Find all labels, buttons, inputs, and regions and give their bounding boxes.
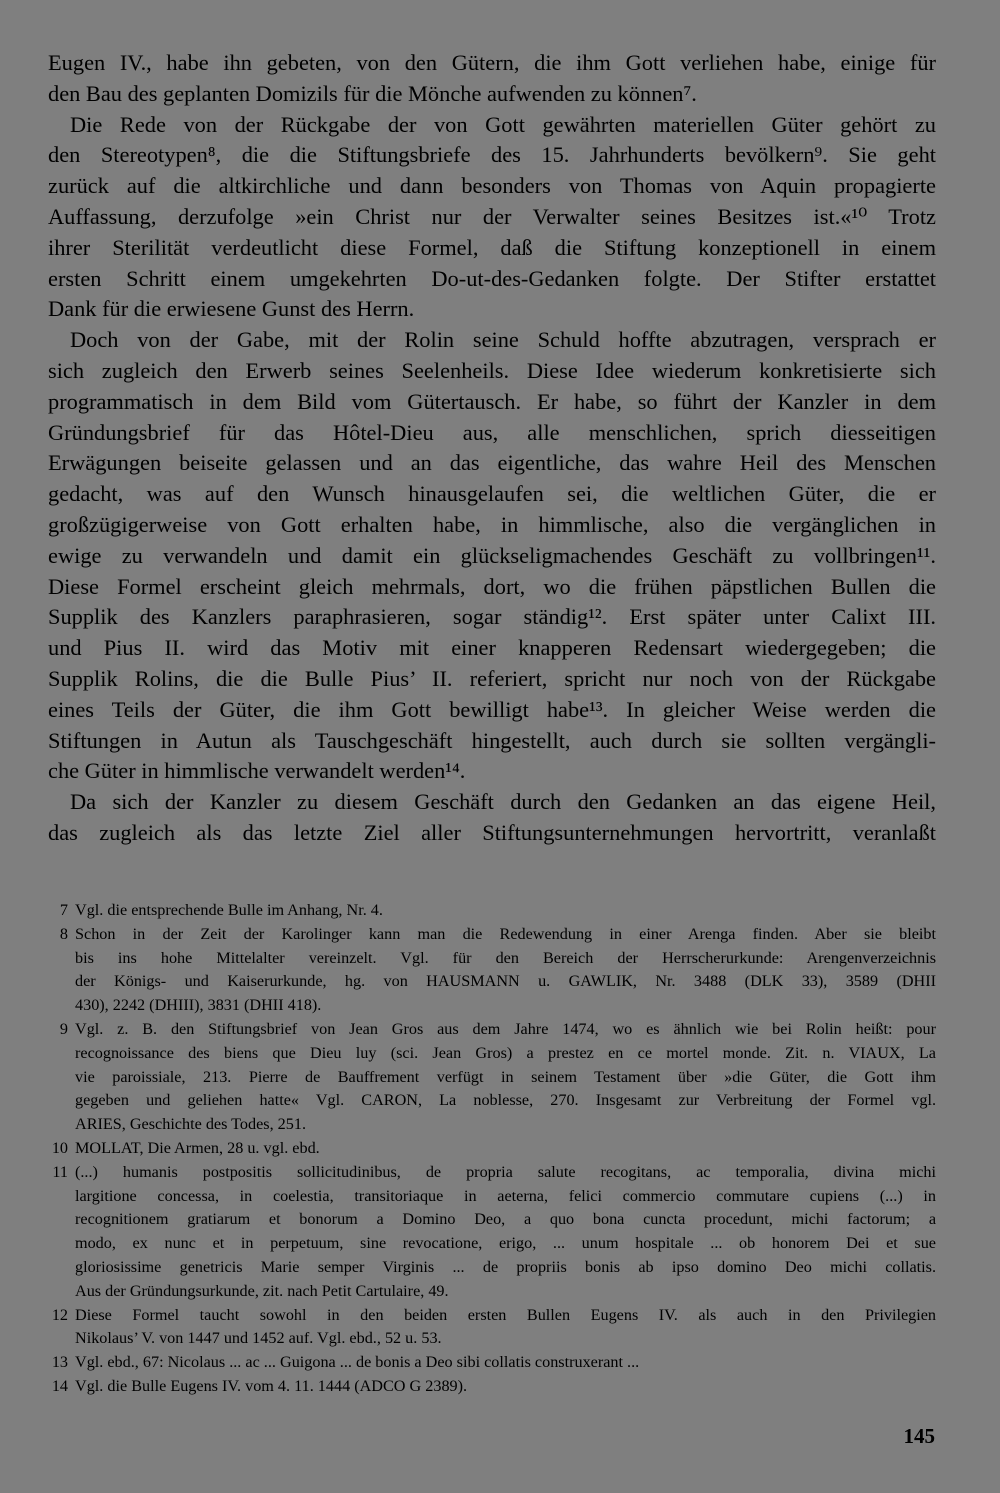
footnote-number: 14	[51, 1376, 68, 1395]
footnote	[48, 1304, 936, 1352]
body-text-line: ersten Schritt einem umgekehrten Do-ut-des-Gedanken folgte. Der Stifter erstattet	[48, 265, 936, 291]
footnote-text	[75, 1018, 936, 1137]
body-text-line: ihrer Sterilität verdeutlicht diese Formel, daß die Stiftung konzeptionell in einem	[48, 234, 936, 260]
footnote-number: 12	[51, 1305, 68, 1324]
footnote-line: der Königs- und Kaiserurkunde, hg. von HAUSMANN u. GAWLIK, Nr. 3488 (DLK 33), 3589 (DHII	[75, 972, 936, 991]
footnote-line: MOLLAT, Die Armen, 28 u. vgl. ebd.	[75, 1138, 320, 1157]
body-text-line: Supplik Rolins, die die Bulle Pius’ II. referiert, spricht nur noch von der Rückgabe	[48, 665, 936, 691]
footnote-text	[75, 1161, 936, 1304]
footnote-line: vie paroissiale, 213. Pierre de Bauffrement verfügt in seinem Testament über »die Güter, die Gott ihm	[75, 1067, 936, 1086]
body-text-line: Doch von der Gabe, mit der Rolin seine Schuld hoffte abzutragen, versprach er	[70, 327, 936, 353]
footnote	[48, 923, 936, 1018]
footnote-line: Vgl. die Bulle Eugens IV. vom 4. 11. 1444 (ADCO G 2389).	[75, 1376, 468, 1395]
body-text-line: che Güter in himmlische verwandelt werden¹⁴.	[48, 758, 466, 784]
body-text-line: das zugleich als das letzte Ziel aller Stiftungsunternehmungen hervortritt, veranlaßt	[48, 819, 936, 845]
footnote	[48, 1351, 936, 1375]
body-text-line: Supplik des Kanzlers paraphrasieren, sogar ständig¹². Erst später unter Calixt III.	[48, 604, 936, 630]
body-text-line: zurück auf die altkirchliche und dann besonders von Thomas von Aquin propagierte	[48, 173, 936, 199]
footnote-number: 10	[51, 1138, 68, 1157]
body-text-line: großzügigerweise von Gott erhalten habe, in himmlische, also die vergänglichen in	[48, 511, 936, 537]
footnote-number: 13	[51, 1353, 68, 1372]
footnote-text	[75, 899, 936, 923]
body-text-line: Erwägungen beiseite gelassen und an das eigentliche, das wahre Heil des Menschen	[48, 450, 936, 476]
footnote-number: 11	[52, 1162, 68, 1181]
footnote	[48, 899, 936, 923]
body-text-line: den Stereotypen⁸, die die Stiftungsbriefe des 15. Jahrhunderts bevölkern⁹. Sie geht	[48, 142, 936, 168]
footnote-line: 430), 2242 (DHIII), 3831 (DHII 418).	[75, 996, 322, 1015]
body-text-line: Eugen IV., habe ihn gebeten, von den Gütern, die ihm Gott verliehen habe, einige für	[48, 50, 936, 75]
body-text-line: und Pius II. wird das Motiv mit einer knapperen Redensart wiedergegeben; die	[48, 635, 936, 661]
footnote	[48, 1375, 936, 1399]
footnote-line: recognoissance des biens que Dieu luy (sci. Jean Gros) a prestez en ce mortel monde. Zit. n. VIAUX, La	[75, 1043, 936, 1062]
body-text-line: programmatisch in dem Bild vom Gütertausch. Er habe, so führt der Kanzler in dem	[48, 388, 936, 414]
body-text	[48, 48, 936, 849]
footnote-line: bis ins hohe Mittelalter vereinzelt. Vgl. für den Bereich der Herrscherurkunde: Arengenverzeichnis	[75, 948, 936, 967]
footnotes-section	[48, 899, 936, 1399]
footnote-line: modo, ex nunc et in perpetuum, sine revocatione, erigo, ... unum hospitale ... ob honorem Dei et sue	[75, 1234, 936, 1253]
footnote-line: Vgl. ebd., 67: Nicolaus ... ac ... Guigona ... de bonis a Deo sibi collatis construxerant ...	[75, 1353, 640, 1372]
footnote-line: Nikolaus’ V. von 1447 und 1452 auf. Vgl. ebd., 52 u. 53.	[75, 1329, 442, 1348]
body-text-line: Stiftungen in Autun als Tauschgeschäft hingestellt, auch durch sie sollten vergängli-	[48, 727, 936, 753]
footnote-line: recognitionem gratiarum et bonorum a Domino Deo, a quo bona cuncta procedunt, michi factorum; a	[75, 1210, 936, 1229]
footnote-line: Vgl. z. B. den Stiftungsbrief von Jean Gros aus dem Jahre 1474, wo es ähnlich wie bei Rolin heißt: pour	[75, 1019, 936, 1038]
footnote-line: Diese Formel taucht sowohl in den beiden ersten Bullen Eugens IV. als auch in den Privilegien	[75, 1305, 936, 1324]
body-text-line: Diese Formel erscheint gleich mehrmals, dort, wo die frühen päpstlichen Bullen die	[48, 573, 936, 599]
footnote-number: 9	[59, 1019, 68, 1038]
body-text-line: Gründungsbrief für das Hôtel-Dieu aus, alle menschlichen, sprich diesseitigen	[48, 419, 936, 445]
page-number: 145	[903, 1424, 935, 1448]
footnote-text	[75, 923, 936, 1018]
footnote-line: (...) humanis postpositis sollicitudinibus, de propria salute recogitans, ac temporalia, divina michi	[75, 1162, 936, 1181]
footnote	[48, 1161, 936, 1304]
footnote-line: Vgl. die entsprechende Bulle im Anhang, Nr. 4.	[75, 901, 383, 919]
footnote-line: Schon in der Zeit der Karolinger kann man die Redewendung in einer Arenga finden. Aber sie bleibt	[75, 924, 936, 943]
footnote-line: Aus der Gründungsurkunde, zit. nach Petit Cartulaire, 49.	[75, 1281, 449, 1300]
footnote	[48, 1137, 936, 1161]
footnote	[48, 1018, 936, 1137]
footnote-line: ARIES, Geschichte des Todes, 251.	[75, 1115, 307, 1134]
body-text-line: Da sich der Kanzler zu diesem Geschäft durch den Gedanken an das eigene Heil,	[70, 789, 936, 815]
body-text-line: Die Rede von der Rückgabe der von Gott gewährten materiellen Güter gehört zu	[70, 111, 936, 137]
footnote-line: largitione concessa, in coelestia, transitoriaque in aeterna, felici commercio commutare cupiens (...) in	[75, 1186, 936, 1205]
body-text-line: ewige zu verwandeln und damit ein glückseligmachendes Geschäft zu vollbringen¹¹.	[48, 542, 936, 568]
footnote-text	[75, 1137, 936, 1161]
body-text-line: sich zugleich den Erwerb seines Seelenheils. Diese Idee wiederum konkretisierte sich	[48, 357, 936, 383]
footnote-number: 7	[59, 901, 68, 919]
body-text-line: eines Teils der Güter, die ihm Gott bewilligt habe¹³. In gleicher Weise werden die	[48, 696, 936, 722]
footnote-text	[75, 1304, 936, 1352]
body-text-line: Dank für die erwiesene Gunst des Herrn.	[48, 296, 415, 322]
body-text-line: gedacht, was auf den Wunsch hinausgelaufen sei, die weltlichen Güter, die er	[48, 481, 936, 507]
footnote-line: gloriosissime genetricis Marie semper Virginis ... de propriis bonis ab ipso domino Deo michi collatis.	[75, 1257, 936, 1276]
body-text-line: den Bau des geplanten Domizils für die Mönche aufwenden zu können⁷.	[48, 80, 697, 106]
footnote-number: 8	[59, 924, 68, 943]
footnote-text	[75, 1351, 936, 1375]
footnote-line: gegeben und geliehen hatte« Vgl. CARON, La noblesse, 270. Insgesamt zur Verbreitung der Formel vgl.	[75, 1091, 936, 1110]
body-text-line: Auffassung, derzufolge »ein Christ nur der Verwalter seines Besitzes ist.«¹⁰ Trotz	[48, 203, 936, 229]
footnote-text	[75, 1375, 936, 1399]
